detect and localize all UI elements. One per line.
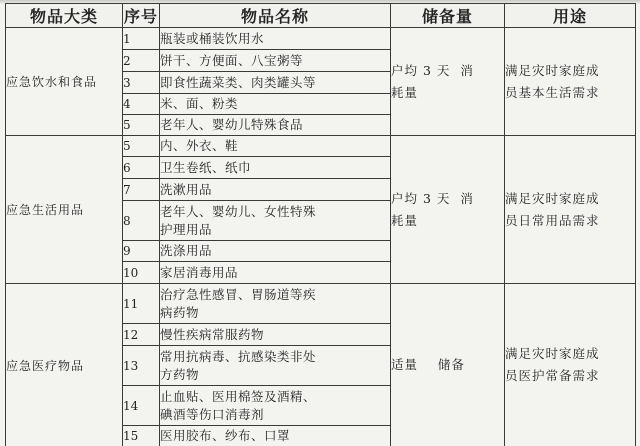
item-name-line: 止血贴、医用棉签及酒精、 [160, 388, 317, 404]
item-number: 10 [123, 262, 160, 284]
use-line: 员基本生活需求 [505, 84, 600, 100]
item-number: 13 [123, 346, 160, 386]
amount-line: 户均 3 天 消 [391, 190, 474, 206]
item-number: 6 [123, 157, 160, 179]
amount-line: 耗量 [391, 84, 419, 100]
amount-cell [391, 284, 505, 446]
table-row [6, 136, 636, 157]
item-name-line: 护理用品 [160, 221, 213, 237]
item-name [160, 346, 391, 386]
category-cell: 应急饮水和食品 [6, 28, 123, 136]
item-name: 慢性疾病常服药物 [160, 324, 391, 346]
item-name-line: 方药物 [160, 366, 200, 382]
item-number: 8 [123, 201, 160, 241]
item-name: 洗漱用品 [160, 179, 391, 201]
item-name-line: 常用抗病毒、抗感染类非处 [160, 348, 317, 364]
use-line: 满足灾时家庭成 [505, 62, 600, 78]
item-name [160, 284, 391, 324]
item-name: 洗涤用品 [160, 241, 391, 262]
amount-line: 适量 储备 [391, 357, 465, 372]
item-number: 4 [123, 94, 160, 115]
use-line: 员日常用品需求 [505, 212, 600, 228]
header-use: 用途 [505, 4, 636, 28]
amount-cell [391, 136, 505, 284]
header-name: 物品名称 [160, 4, 391, 28]
item-number: 3 [123, 72, 160, 94]
use-line: 员医护常备需求 [505, 368, 600, 383]
table-header-row [6, 4, 636, 28]
category-cell: 应急生活用品 [6, 136, 123, 284]
use-line: 满足灾时家庭成 [505, 190, 600, 206]
table-row [6, 28, 636, 50]
use-cell [505, 28, 636, 136]
item-name [160, 201, 391, 241]
item-number: 5 [123, 136, 160, 157]
item-number: 12 [123, 324, 160, 346]
item-name-line: 治疗急性感冒、胃肠道等疾 [160, 286, 317, 302]
emergency-supplies-table [5, 3, 636, 446]
amount-line: 耗量 [391, 212, 419, 228]
item-name: 即食性蔬菜类、肉类罐头等 [160, 72, 391, 94]
amount-line: 户均 3 天 消 [391, 62, 474, 78]
item-name: 老年人、婴幼儿特殊食品 [160, 115, 391, 136]
item-number: 2 [123, 50, 160, 72]
item-name: 米、面、粉类 [160, 94, 391, 115]
use-cell [505, 136, 636, 284]
header-category: 物品大类 [6, 4, 123, 28]
use-line: 满足灾时家庭成 [505, 346, 600, 361]
item-name: 医用胶布、纱布、口罩 [160, 426, 391, 446]
item-number: 14 [123, 386, 160, 426]
item-number: 5 [123, 115, 160, 136]
item-number: 15 [123, 426, 160, 446]
use-cell [505, 284, 636, 446]
header-amount: 储备量 [391, 4, 505, 28]
item-name-line: 病药物 [160, 304, 200, 320]
category-cell: 应急医疗物品 [6, 284, 123, 446]
item-number: 9 [123, 241, 160, 262]
item-name: 饼干、方便面、八宝粥等 [160, 50, 391, 72]
amount-cell [391, 28, 505, 136]
header-no: 序号 [123, 4, 160, 28]
table-row [6, 284, 636, 324]
item-number: 11 [123, 284, 160, 324]
item-name: 内、外衣、鞋 [160, 136, 391, 157]
item-name [160, 386, 391, 426]
item-name: 家居消毒用品 [160, 262, 391, 284]
item-name-line: 老年人、婴幼儿、女性特殊 [160, 203, 317, 219]
item-name: 瓶装或桶装饮用水 [160, 28, 391, 50]
item-number: 1 [123, 28, 160, 50]
item-number: 7 [123, 179, 160, 201]
item-name: 卫生卷纸、纸巾 [160, 157, 391, 179]
item-name-line: 碘酒等伤口消毒剂 [160, 406, 265, 422]
